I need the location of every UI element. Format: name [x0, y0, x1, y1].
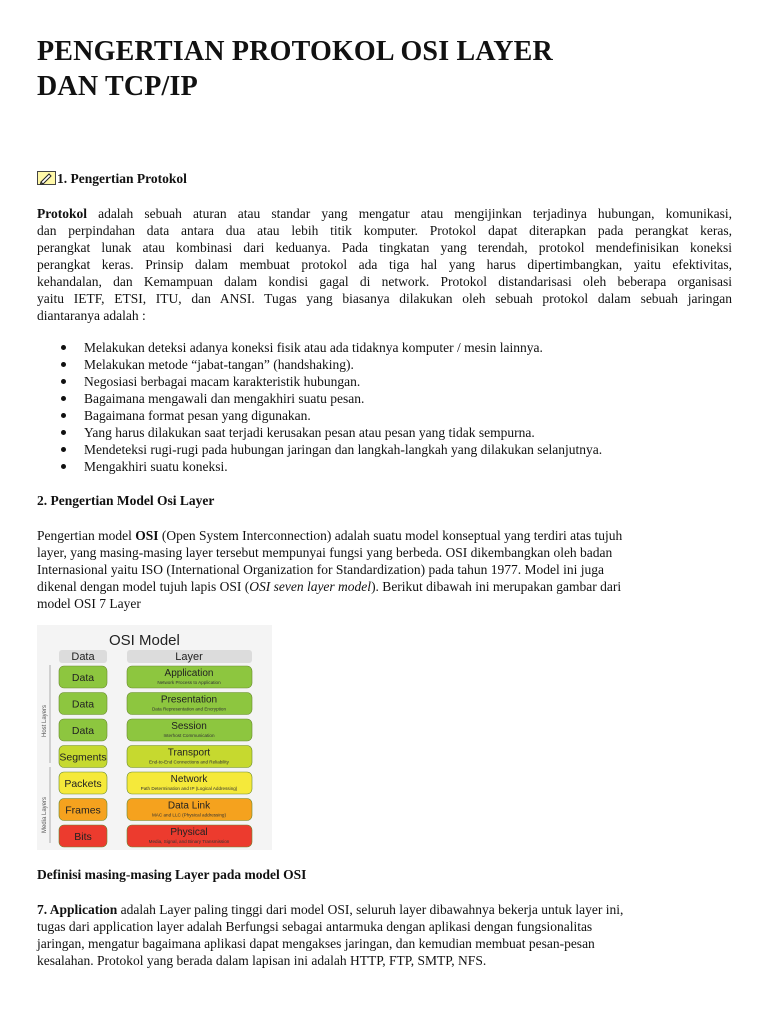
- osi-data-label: Bits: [74, 831, 92, 843]
- para-line: perangkat lunak atau kombinasi dari keduanya. Pada tingkatan yang terendah, protokol mendefinisikan koneksi: [37, 240, 732, 255]
- paragraph-osi: [37, 527, 732, 612]
- list-item: [37, 390, 602, 407]
- osi-data-label: Data: [71, 698, 95, 711]
- layer-column-header: Layer: [175, 651, 203, 663]
- para-line: adalah sebuah aturan atau standar yang mengatur atau mengijinkan terjadinya hubungan, komunikasi,: [87, 206, 732, 221]
- list-item: [37, 458, 602, 475]
- osi-layer-description: Interhost Communication: [163, 733, 215, 738]
- list-item: [37, 356, 602, 373]
- para-line: diantaranya adalah :: [37, 308, 146, 323]
- osi-layer-label: Presentation: [160, 694, 218, 706]
- list-item-text: Bagaimana mengawali dan mengakhiri suatu pesan.: [84, 391, 365, 406]
- bullet-icon: [61, 413, 66, 418]
- list-item: [37, 373, 602, 390]
- bullet-icon: [61, 430, 66, 435]
- osi-layer-label: Data Link: [167, 800, 211, 812]
- paragraph-protokol: [37, 205, 732, 324]
- para-line: dan perpindahan data antara dua atau lebih titik komputer. Protokol dapat diterapkan pada perangkat keras,: [37, 223, 732, 238]
- para-line: jaringan, mengatur bagaimana aplikasi dapat mengakses jaringan, dan kemudian membuat pesan-pesan: [37, 936, 595, 951]
- osi-layer-description: Media, Signal, and Binary Transmission: [148, 839, 230, 844]
- osi-layer-description: End-to-End Connections and Reliability: [149, 759, 229, 765]
- section-heading-osi: 2. Pengertian Model Osi Layer: [37, 493, 215, 508]
- osi-data-label: Packets: [64, 778, 102, 790]
- figure-title: OSI Model: [109, 632, 180, 649]
- list-item-text: Bagaimana format pesan yang digunakan.: [84, 408, 311, 423]
- list-item-text: Mendeteksi rugi-rugi pada hubungan jaringan dan langkah-langkah yang dilakukan selanjutnya.: [84, 442, 603, 457]
- host-layers-label: Host Layers: [42, 704, 48, 737]
- bullet-icon: [61, 345, 66, 350]
- para-line: perangkat keras. Prinsip dalam membuat protokol ada tiga hal yang harus dipertimbangkan, yaitu efektivitas,: [37, 257, 732, 272]
- para-line: dikenal dengan model tujuh lapis OSI (: [37, 579, 250, 594]
- protocol-task-list: [37, 339, 602, 475]
- osi-data-label: Data: [71, 725, 95, 737]
- osi-layer-description: Path Determination and IP (Logical Addressing): [140, 786, 238, 791]
- list-item-text: Mengakhiri suatu koneksi.: [84, 459, 228, 474]
- section-heading-definisi: Definisi masing-masing Layer pada model OSI: [37, 867, 307, 882]
- osi-layer-label: Physical: [170, 827, 208, 838]
- list-item-text: Yang harus dilakukan saat terjadi kerusakan pesan atau pesan yang tidak sempurna.: [84, 425, 535, 440]
- term-osi-seven-layer: OSI seven layer model: [249, 579, 372, 594]
- osi-layer-description: MAC and LLC (Physical addressing): [151, 812, 227, 818]
- list-item: [37, 407, 602, 424]
- paragraph-application: [37, 901, 732, 969]
- osi-layer-rows: [59, 666, 252, 847]
- term-osi: OSI: [135, 528, 159, 543]
- para-line: tugas dari application layer adalah Berfungsi sebagai antarmuka dengan aplikasi dengan fungsionalitas: [37, 919, 593, 934]
- list-item-text: Melakukan metode “jabat-tangan” (handshaking).: [84, 357, 354, 372]
- bullet-icon: [61, 396, 66, 401]
- bullet-icon: [61, 379, 66, 384]
- osi-layer-label: Session: [171, 721, 207, 732]
- osi-data-label: Segments: [59, 751, 107, 764]
- pencil-note-icon: [37, 171, 56, 185]
- list-item: [37, 339, 602, 356]
- title-line-2: DAN TCP/IP: [37, 71, 198, 102]
- list-item-text: Melakukan deteksi adanya koneksi fisik atau ada tidaknya komputer / mesin lainnya.: [84, 340, 543, 355]
- term-application: 7. Application: [37, 902, 118, 917]
- osi-data-label: Frames: [65, 804, 101, 817]
- para-line: model OSI 7 Layer: [37, 596, 141, 611]
- para-line: Internasional yaitu ISO (International Organization for Standardization) pada tahun 1977. Model ini juga: [37, 562, 604, 577]
- list-item: [37, 424, 602, 441]
- osi-layer-description: Data Representation and Encryption: [151, 706, 227, 712]
- para-line: (Open System Interconnection) adalah suatu model konseptual yang terdiri atas tujuh: [158, 528, 623, 543]
- list-item: [37, 441, 602, 458]
- title-line-1: PENGERTIAN PROTOKOL OSI LAYER: [37, 36, 553, 67]
- osi-layer-label: Network: [170, 774, 208, 785]
- para-line: kesalahan. Protokol yang berada dalam lapisan ini adalah HTTP, FTP, SMTP, NFS.: [37, 953, 487, 968]
- osi-layer-label: Transport: [167, 747, 211, 759]
- para-line: Pengertian model: [37, 528, 136, 543]
- media-layers-label: Media Layers: [42, 796, 48, 833]
- para-line: ). Berikut dibawah ini merupakan gambar dari: [371, 579, 622, 594]
- para-line: yaitu IETF, ETSI, ITU, dan ANSI. Tugas yang biasanya dilakukan oleh sebuah protokol dalam sebuah jaringan: [37, 291, 732, 306]
- para-line: kehandalan, dan Kemampuan dalam kondisi gagal di network. Protokol distandarisasi oleh beberapa organisasi: [37, 274, 732, 289]
- bullet-icon: [61, 464, 66, 469]
- bullet-icon: [61, 447, 66, 452]
- section-heading-protokol: 1. Pengertian Protokol: [57, 171, 187, 186]
- osi-model-figure: [37, 625, 272, 850]
- para-line: adalah Layer paling tinggi dari model OSI, seluruh layer dibawahnya bekerja untuk layer ini,: [117, 902, 624, 917]
- osi-data-label: Data: [71, 672, 95, 684]
- page-title: [37, 34, 737, 104]
- para-line: layer, yang masing-masing layer tersebut mempunyai fungsi yang berbeda. OSI dikembangkan oleh badan: [37, 545, 613, 560]
- term-protokol: Protokol: [37, 206, 87, 221]
- osi-layer-description: Network Process to Application: [157, 680, 221, 685]
- data-column-header: Data: [71, 651, 95, 663]
- bullet-icon: [61, 362, 66, 367]
- list-item-text: Negosiasi berbagai macam karakteristik hubungan.: [84, 374, 361, 389]
- osi-layer-label: Application: [164, 668, 214, 679]
